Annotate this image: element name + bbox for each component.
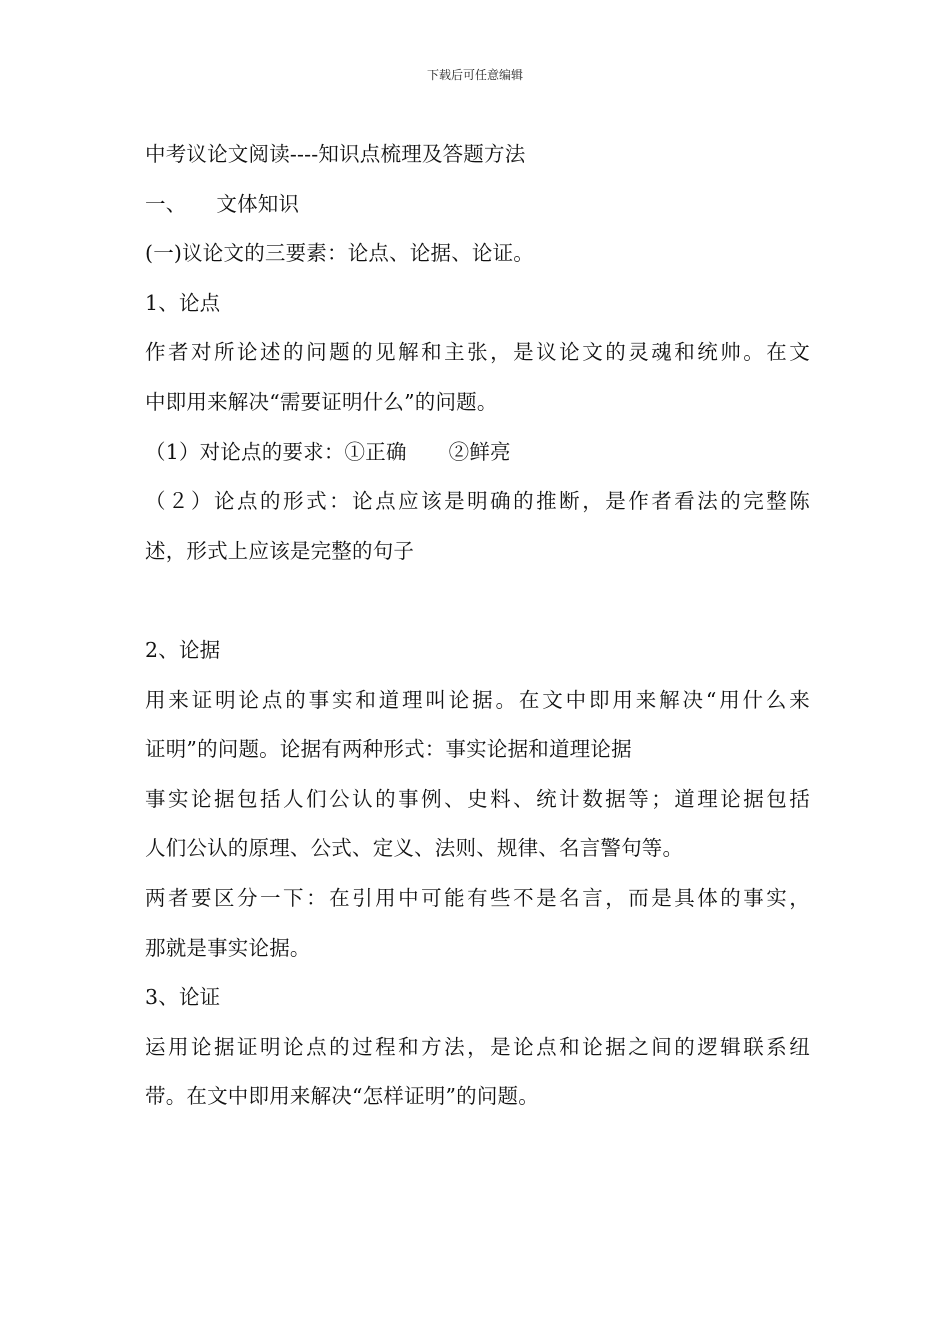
blank-line	[145, 576, 810, 626]
subsection-heading: (一)议论文的三要素：论点、论据、论证。	[145, 241, 534, 266]
paragraph-line: 人们公认的原理、公式、定义、法则、规律、名言警句等。	[145, 836, 684, 861]
section-number: 一、	[145, 191, 187, 216]
paragraph-line: （２）论点的形式：论点应该是明确的推断，是作者看法的完整陈	[145, 489, 810, 514]
heading-lunzheng: 3、论证	[145, 985, 221, 1010]
heading-lunju: 2、论据	[145, 637, 221, 662]
paragraph-line: 带。在文中即用来解决“怎样证明”的问题。	[145, 1084, 539, 1109]
requirement-label: （1）对论点的要求：①正确	[145, 439, 407, 464]
paragraph-line: 中即用来解决“需要证明什么”的问题。	[145, 389, 498, 414]
section-heading	[145, 180, 810, 230]
paragraph-line: 用来证明论点的事实和道理叫论据。在文中即用来解决“用什么来	[145, 687, 810, 712]
section-title: 文体知识	[216, 191, 300, 216]
header-note: 下载后可任意编辑	[426, 68, 523, 82]
document-title: 中考议论文阅读----知识点梳理及答题方法	[145, 142, 526, 166]
paragraph-line: 作者对所论述的问题的见解和主张，是议论文的灵魂和统帅。在文	[145, 340, 810, 365]
paragraph-line: 运用论据证明论点的过程和方法，是论点和论据之间的逻辑联系纽	[145, 1034, 810, 1059]
paragraph-line: 证明”的问题。论据有两种形式：事实论据和道理论据	[145, 737, 632, 762]
paragraph-line: 两者要区分一下：在引用中可能有些不是名言，而是具体的事实，	[145, 885, 810, 910]
requirement-second: ②鲜亮	[448, 439, 511, 464]
document-body	[145, 130, 810, 1122]
paragraph-line: 事实论据包括人们公认的事例、史料、统计数据等；道理论据包括	[145, 786, 810, 811]
paragraph-line: 那就是事实论据。	[145, 935, 311, 960]
heading-lundian: 1、论点	[145, 290, 221, 315]
requirement-line	[145, 428, 810, 478]
paragraph-line: 述，形式上应该是完整的句子	[145, 538, 415, 563]
